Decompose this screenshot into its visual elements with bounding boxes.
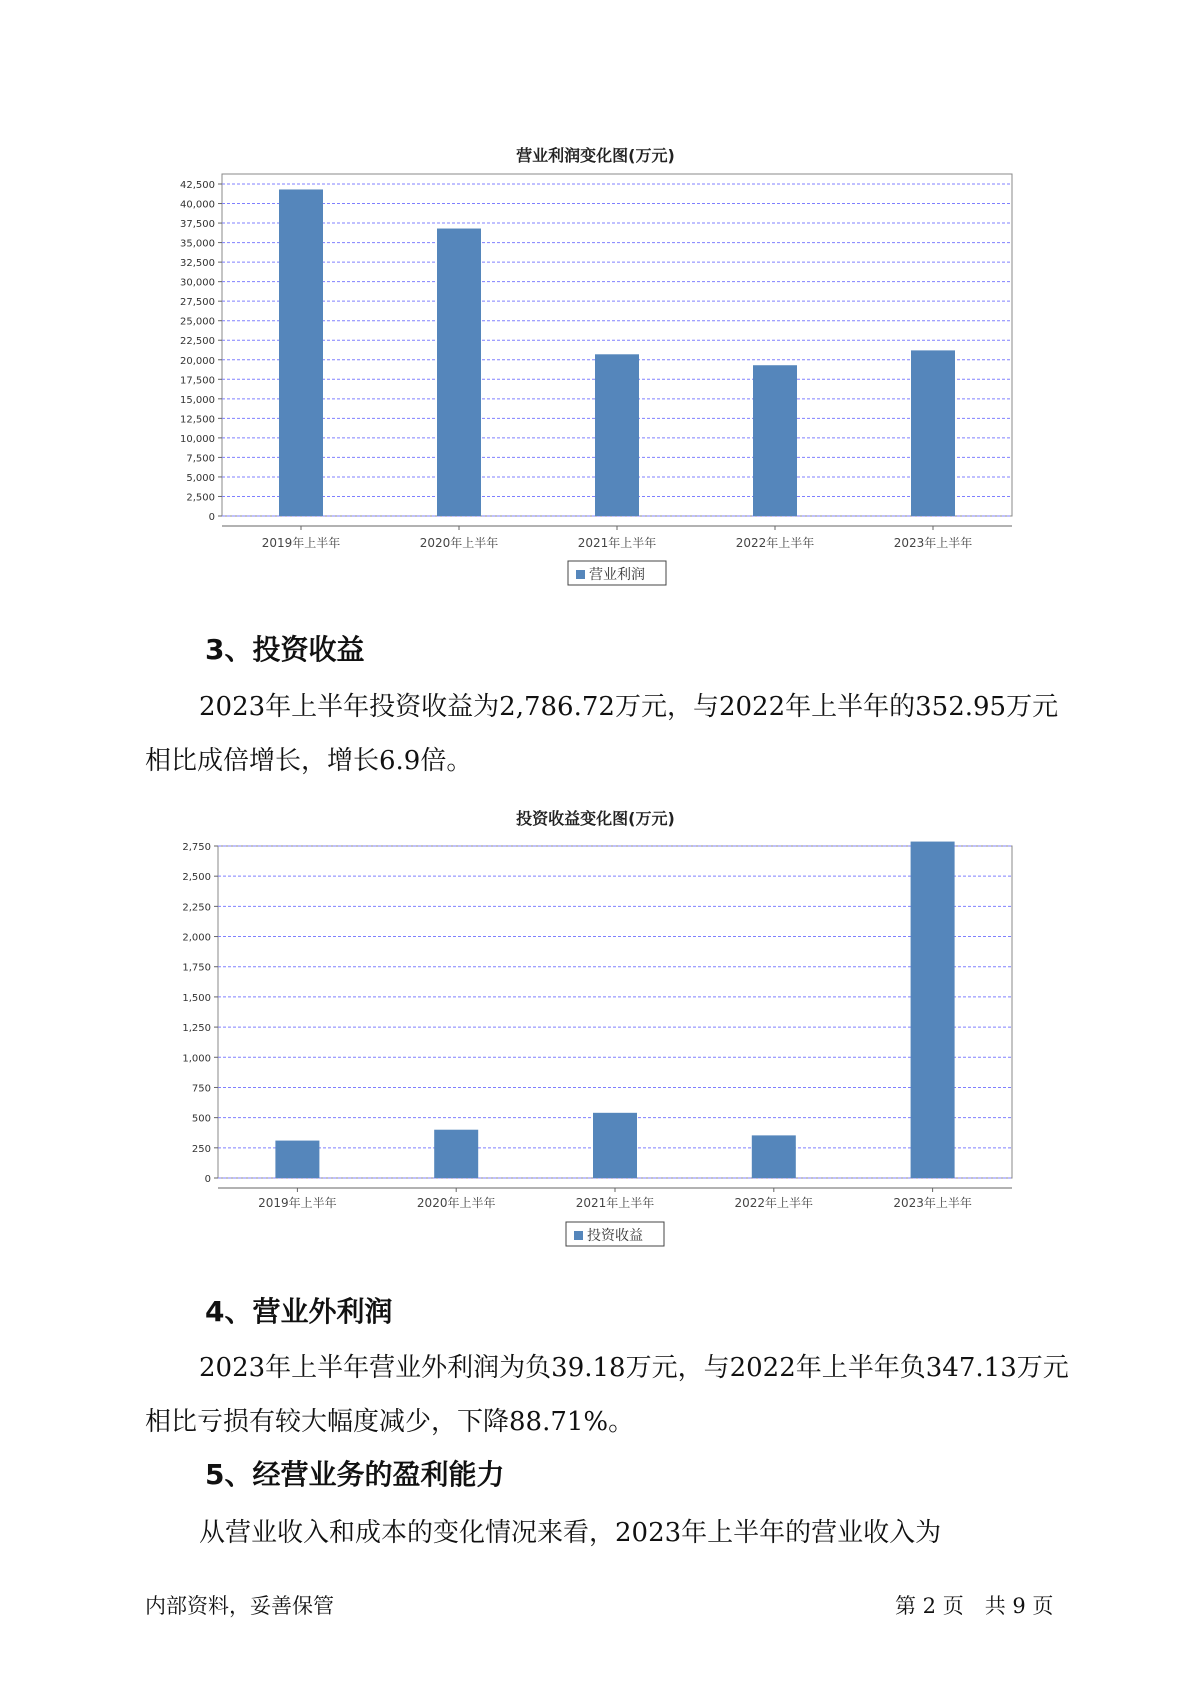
legend (566, 1222, 664, 1246)
y-tick-label: 1,500 (182, 992, 211, 1004)
bar (434, 1130, 478, 1178)
bar (595, 354, 639, 516)
y-tick-label: 2,000 (182, 932, 211, 944)
y-tick-label: 1,750 (182, 962, 211, 974)
chart-2-title: 投资收益变化图(万元) (516, 809, 675, 828)
y-tick-label: 35,000 (180, 238, 215, 250)
x-category-label: 2020年上半年 (416, 1196, 496, 1210)
bar (911, 842, 955, 1178)
y-tick-label: 22,500 (180, 336, 215, 348)
legend-swatch (574, 1231, 583, 1240)
bar (437, 229, 481, 516)
section-4-heading: 4、营业外利润 (205, 1295, 393, 1328)
investment-income-chart (0, 830, 1191, 1260)
y-tick-label: 750 (191, 1083, 211, 1095)
y-tick-label: 40,000 (180, 199, 215, 211)
x-category-label: 2023年上半年 (893, 1196, 972, 1210)
bar (752, 1135, 796, 1178)
y-tick-label: 500 (191, 1113, 211, 1125)
y-tick-label: 7,500 (186, 453, 215, 465)
legend (568, 561, 666, 585)
bar (279, 189, 323, 516)
y-tick-label: 32,500 (180, 258, 215, 270)
x-category-label: 2023年上半年 (893, 536, 973, 550)
y-tick-label: 0 (204, 1174, 211, 1185)
x-category-label: 2022年上半年 (734, 1196, 814, 1210)
y-tick-label: 25,000 (180, 316, 215, 328)
y-tick-label: 2,250 (182, 902, 211, 914)
y-tick-label: 250 (191, 1143, 211, 1155)
bar (753, 365, 797, 516)
footer-confidential: 内部资料，妥善保管 (145, 1594, 334, 1618)
section-3-paragraph: 2023年上半年投资收益为2,786.72万元，与2022年上半年的352.95万元相比成倍增长，增长6.9倍。 (145, 692, 1059, 776)
x-category-label: 2019年上半年 (258, 1196, 337, 1210)
y-tick-label: 0 (208, 512, 215, 523)
y-tick-label: 2,500 (186, 492, 215, 504)
legend-swatch (576, 570, 585, 579)
bar (593, 1113, 637, 1178)
y-tick-label: 10,000 (180, 433, 215, 445)
bar (911, 350, 955, 516)
legend-label: 营业利润 (589, 567, 645, 583)
operating-profit-chart (0, 160, 1191, 600)
section-5-heading: 5、经营业务的盈利能力 (205, 1458, 505, 1491)
x-category-label: 2022年上半年 (735, 536, 815, 550)
chart-1-title: 营业利润变化图(万元) (516, 146, 675, 165)
y-tick-label: 2,750 (182, 842, 211, 853)
y-tick-label: 27,500 (180, 297, 215, 309)
y-tick-label: 30,000 (180, 277, 215, 289)
x-category-label: 2021年上半年 (577, 536, 657, 550)
section-3-heading: 3、投资收益 (205, 633, 365, 666)
y-tick-label: 15,000 (180, 394, 215, 406)
footer-page-number: 第 2 页 共 9 页 (895, 1594, 1054, 1618)
x-category-label: 2020年上半年 (419, 536, 499, 550)
x-category-label: 2019年上半年 (261, 536, 341, 550)
section-4-paragraph: 2023年上半年营业外利润为负39.18万元，与2022年上半年负347.13万元相比亏损有较大幅度减少，下降88.71%。 (145, 1353, 1069, 1437)
x-category-label: 2021年上半年 (575, 1196, 655, 1210)
y-tick-label: 37,500 (180, 219, 215, 231)
y-tick-label: 2,500 (182, 872, 211, 884)
y-tick-label: 20,000 (180, 355, 215, 367)
y-tick-label: 1,000 (182, 1053, 211, 1065)
section-5-paragraph: 从营业收入和成本的变化情况来看，2023年上半年的营业收入为 (199, 1518, 942, 1548)
y-tick-label: 12,500 (180, 414, 215, 426)
y-tick-label: 1,250 (182, 1023, 211, 1035)
legend-label: 投资收益 (587, 1228, 643, 1244)
y-tick-label: 17,500 (180, 375, 215, 387)
y-tick-label: 5,000 (186, 472, 215, 484)
y-tick-label: 42,500 (180, 180, 215, 191)
bar (275, 1141, 319, 1178)
